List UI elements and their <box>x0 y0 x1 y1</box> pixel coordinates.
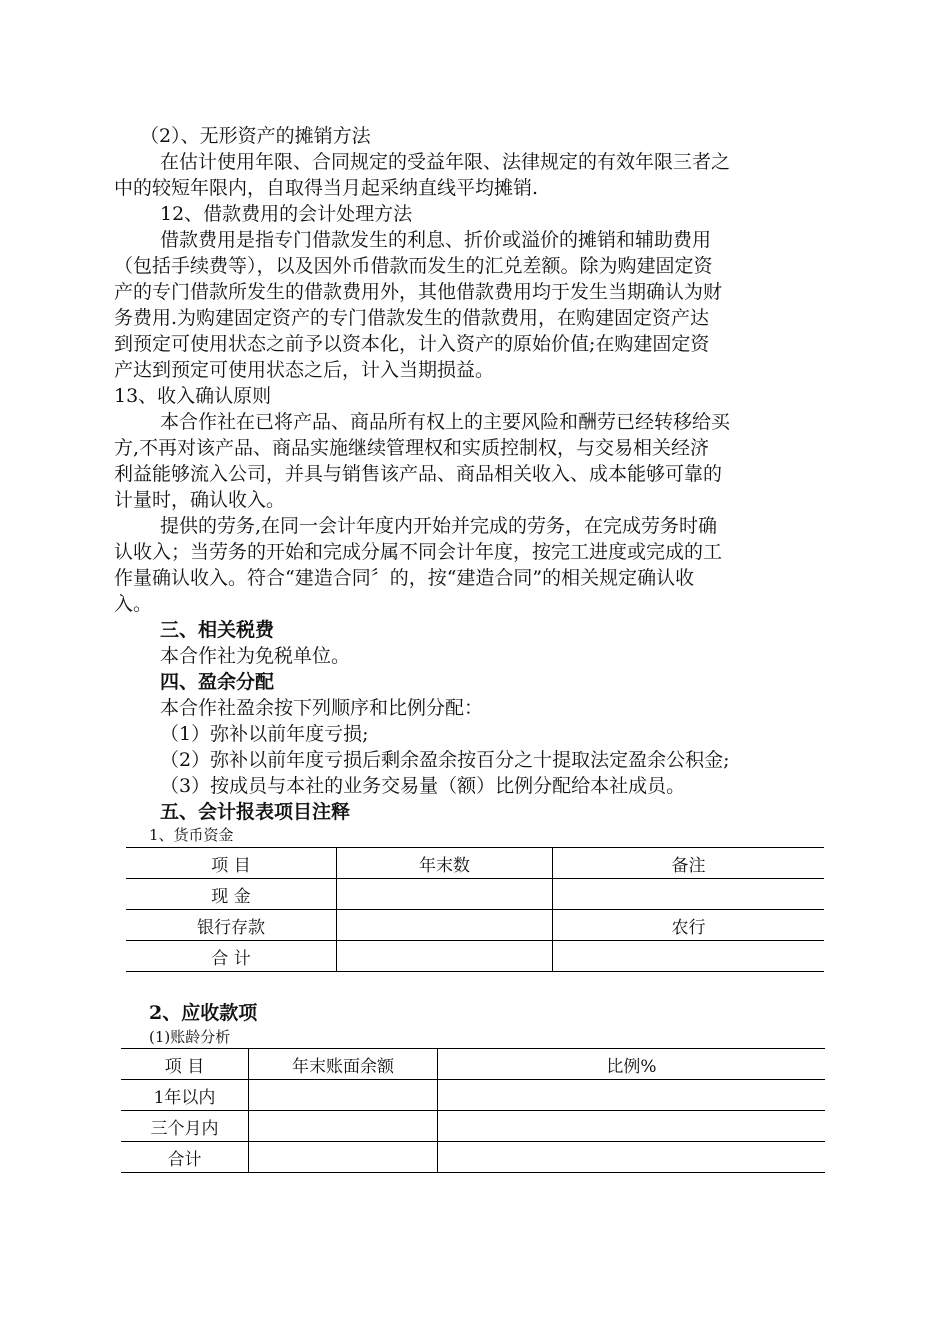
header-cell: 年末数 <box>337 848 553 879</box>
paragraph-surplus-item-2: （2）弥补以前年度亏损后剩余盈余按百分之十提取法定盈余公积金; <box>160 749 730 771</box>
table-cell <box>438 1080 826 1111</box>
table2-heading: 2、应收款项 <box>149 1002 258 1024</box>
paragraph-service-line-2: 认收入；当劳务的开始和完成分属不同会计年度，按完工进度或完成的工 <box>114 541 723 563</box>
table-row <box>121 1142 825 1173</box>
table-row <box>126 910 824 941</box>
paragraph-revenue-line-3: 利益能够流入公司，并具与销售该产品、商品相关收入、成本能够可靠的 <box>114 463 723 485</box>
paragraph-borrowing-heading: 12、借款费用的会计处理方法 <box>160 203 413 225</box>
table-cell <box>337 941 553 972</box>
table-cell: 银行存款 <box>126 910 337 941</box>
paragraph-revenue-line-1: 本合作社在已将产品、商品所有权上的主要风险和酬劳已经转移给买 <box>160 411 731 433</box>
table-row <box>121 1111 825 1142</box>
table-cell <box>438 1111 826 1142</box>
paragraph-surplus-intro: 本合作社盈余按下列顺序和比例分配： <box>160 697 484 719</box>
paragraph-borrowing-line-4: 务费用.为购建固定资产的专门借款发生的借款费用，在购建固定资产达 <box>114 307 710 329</box>
paragraph-revenue-line-4: 计量时，确认收入。 <box>114 489 286 511</box>
table-cell <box>337 879 553 910</box>
header-cell: 比例% <box>438 1049 826 1080</box>
paragraph-taxes: 本合作社为免税单位。 <box>160 645 351 667</box>
paragraph-intangible-line-1: 在估计使用年限、合同规定的受益年限、法律规定的有效年限三者之 <box>160 151 731 173</box>
table-cell: 合 计 <box>126 941 337 972</box>
table-row <box>121 1080 825 1111</box>
paragraph-service-line-1: 提供的劳务,在同一会计年度内开始并完成的劳务，在完成劳务时确 <box>160 515 718 537</box>
section-heading-surplus: 四、盈余分配 <box>160 671 275 693</box>
table-cell <box>553 941 825 972</box>
paragraph-revenue-heading: 13、收入确认原则 <box>114 385 272 407</box>
aging-analysis-table <box>121 1048 825 1173</box>
paragraph-intangible-heading: （2）、无形资产的摊销方法 <box>140 125 371 147</box>
table-cell: 现 金 <box>126 879 337 910</box>
paragraph-intangible-line-2: 中的较短年限内，自取得当月起采纳直线平均摊销. <box>114 177 539 199</box>
header-cell: 项 目 <box>126 848 337 879</box>
table-cell <box>553 879 825 910</box>
paragraph-borrowing-line-5: 到预定可使用状态之前予以资本化，计入资产的原始价值;在购建固定资 <box>114 333 710 355</box>
table-header-row <box>126 848 824 879</box>
table-cell: 1年以内 <box>121 1080 249 1111</box>
paragraph-service-line-3: 作量确认收入。符合“建造合同〞的，按“建造合同”的相关规定确认收 <box>114 567 695 589</box>
table-cell <box>249 1111 438 1142</box>
paragraph-borrowing-line-3: 产的专门借款所发生的借款费用外，其他借款费用均于发生当期确认为财 <box>114 281 723 303</box>
section-heading-taxes: 三、相关税费 <box>160 619 275 641</box>
table2-caption: (1)账龄分析 <box>149 1028 231 1046</box>
table1-caption: 1、货币资金 <box>149 826 234 844</box>
paragraph-revenue-line-2: 方,不再对该产品、商品实施继续管理权和实质控制权，与交易相关经济 <box>114 437 710 459</box>
header-cell: 年末账面余额 <box>249 1049 438 1080</box>
header-cell: 备注 <box>553 848 825 879</box>
table-row <box>126 879 824 910</box>
section-heading-notes: 五、会计报表项目注释 <box>160 801 351 823</box>
table-cell: 三个月内 <box>121 1111 249 1142</box>
table-header-row <box>121 1049 825 1080</box>
paragraph-surplus-item-1: （1）弥补以前年度亏损; <box>160 723 369 745</box>
monetary-funds-table <box>126 847 824 972</box>
table-row <box>126 941 824 972</box>
table-cell <box>337 910 553 941</box>
table-cell: 合计 <box>121 1142 249 1173</box>
paragraph-borrowing-line-6: 产达到预定可使用状态之后，计入当期损益。 <box>114 359 495 381</box>
paragraph-service-line-4: 入。 <box>114 593 153 615</box>
table-cell <box>249 1080 438 1111</box>
paragraph-borrowing-line-1: 借款费用是指专门借款发生的利息、折价或溢价的摊销和辅助费用 <box>160 229 712 251</box>
table-cell: 农行 <box>553 910 825 941</box>
table-cell <box>249 1142 438 1173</box>
header-cell: 项 目 <box>121 1049 249 1080</box>
paragraph-borrowing-line-2: （包括手续费等），以及因外币借款而发生的汇兑差额。除为购建固定资 <box>114 255 713 277</box>
paragraph-surplus-item-3: （3）按成员与本社的业务交易量（额）比例分配给本社成员。 <box>160 775 686 797</box>
table-cell <box>438 1142 826 1173</box>
